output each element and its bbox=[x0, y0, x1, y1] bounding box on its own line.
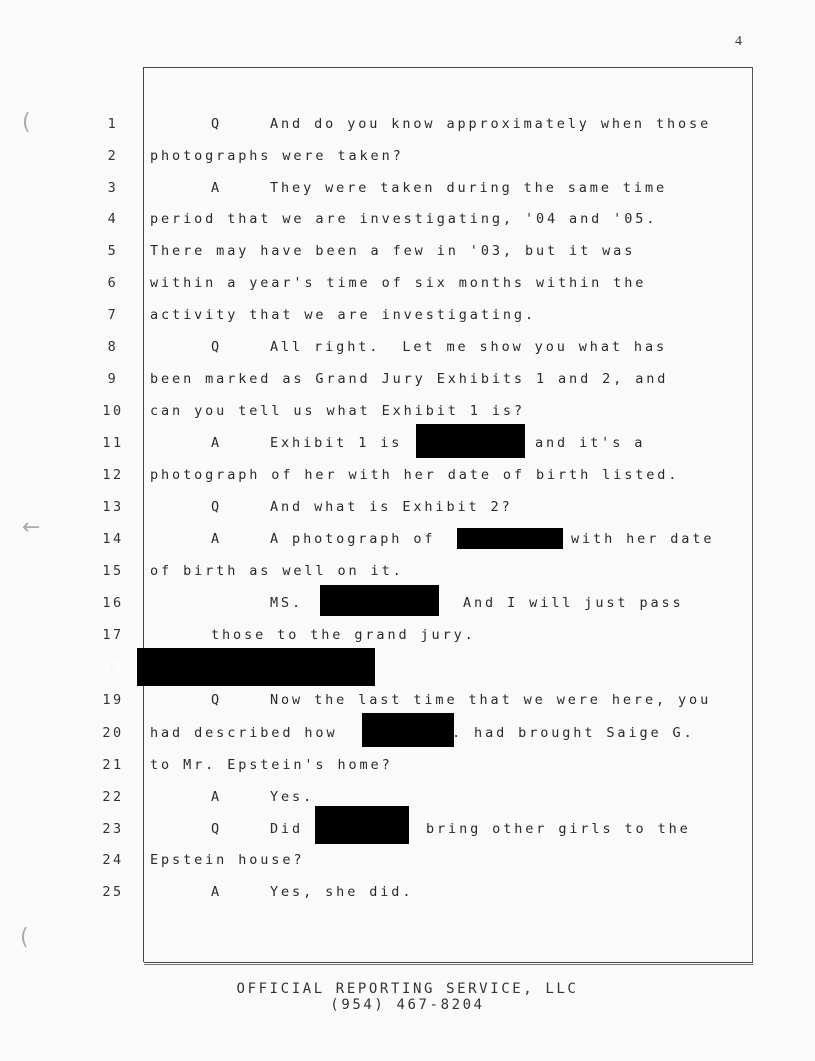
transcript-line bbox=[0, 305, 815, 337]
transcript-line bbox=[0, 465, 815, 497]
speaker-label: A bbox=[211, 531, 223, 547]
line-number: 25 bbox=[102, 884, 124, 900]
line-text: And what is Exhibit 2? bbox=[270, 499, 513, 515]
scan-margin-arrow: ← bbox=[22, 515, 41, 540]
speaker-label: A bbox=[211, 789, 223, 805]
page-number: 4 bbox=[735, 34, 742, 49]
line-number: 7 bbox=[107, 307, 119, 323]
line-number: 15 bbox=[102, 563, 124, 579]
transcript-line bbox=[0, 625, 815, 657]
line-text: photograph of her with her date of birth listed. bbox=[150, 467, 680, 483]
redaction-box bbox=[320, 585, 439, 616]
line-text: activity that we are investigating. bbox=[150, 307, 536, 323]
transcript-line bbox=[0, 273, 815, 305]
line-number: 5 bbox=[107, 243, 119, 259]
transcript-line bbox=[0, 401, 815, 433]
line-text: A photograph of bbox=[270, 531, 436, 547]
line-text: had described how bbox=[150, 725, 338, 741]
line-number: 4 bbox=[107, 211, 119, 227]
line-text: There may have been a few in '03, but it was bbox=[150, 243, 636, 259]
transcript-line bbox=[0, 337, 815, 369]
transcript-line bbox=[0, 723, 815, 755]
line-text: photographs were taken? bbox=[150, 148, 404, 164]
transcript-line bbox=[0, 433, 815, 465]
footer-company-name: OFFICIAL REPORTING SERVICE, LLC bbox=[236, 981, 579, 997]
line-number: 20 bbox=[102, 725, 124, 741]
line-text: . had brought Saige G. bbox=[452, 725, 695, 741]
line-number: 12 bbox=[102, 467, 124, 483]
line-text: within a year's time of six months within the bbox=[150, 275, 647, 291]
speaker-label: Q bbox=[211, 116, 223, 132]
scan-margin-mark: ( bbox=[22, 110, 31, 135]
line-text: Yes. bbox=[270, 789, 315, 805]
speaker-label: Q bbox=[211, 821, 223, 837]
line-number: 16 bbox=[102, 595, 124, 611]
line-number: 11 bbox=[102, 435, 124, 451]
speaker-label: A bbox=[211, 435, 223, 451]
redaction-box bbox=[457, 528, 563, 549]
transcript-line bbox=[0, 850, 815, 882]
line-text: of birth as well on it. bbox=[150, 563, 404, 579]
transcript-line bbox=[0, 497, 815, 529]
speaker-label: Q bbox=[211, 499, 223, 515]
speaker-label: A bbox=[211, 180, 223, 196]
line-number: 8 bbox=[107, 339, 119, 355]
redaction-box bbox=[362, 713, 454, 747]
line-number: 22 bbox=[102, 789, 124, 805]
transcript-frame-top-rule bbox=[144, 67, 752, 68]
line-text: and it's a bbox=[535, 435, 646, 451]
line-text: And I will just pass bbox=[463, 595, 684, 611]
line-number: 19 bbox=[102, 692, 124, 708]
line-number: 13 bbox=[102, 499, 124, 515]
line-number: 6 bbox=[107, 275, 119, 291]
line-number: 2 bbox=[107, 148, 119, 164]
transcript-line bbox=[0, 146, 815, 178]
transcript-line bbox=[0, 819, 815, 851]
line-number: 14 bbox=[102, 531, 124, 547]
transcript-line bbox=[0, 241, 815, 273]
line-number: 23 bbox=[102, 821, 124, 837]
line-text: bring other girls to the bbox=[426, 821, 691, 837]
transcript-line bbox=[0, 882, 815, 914]
transcript-line bbox=[0, 114, 815, 146]
line-text: Exhibit 1 is bbox=[270, 435, 403, 451]
transcript-frame-bottom-rule bbox=[144, 962, 753, 963]
transcript-line bbox=[0, 529, 815, 561]
transcript-line bbox=[0, 209, 815, 241]
footer-phone-number: (954) 467-8204 bbox=[330, 997, 485, 1013]
line-text: Epstein house? bbox=[150, 852, 305, 868]
line-number: 17 bbox=[102, 627, 124, 643]
line-text: And do you know approximately when those bbox=[270, 116, 712, 132]
line-text: They were taken during the same time bbox=[270, 180, 667, 196]
transcript-line bbox=[0, 369, 815, 401]
line-number: 18 bbox=[102, 659, 124, 675]
line-number: 1 bbox=[107, 116, 119, 132]
redaction-box bbox=[137, 648, 375, 686]
line-number: 10 bbox=[102, 403, 124, 419]
line-text: MS. bbox=[270, 595, 304, 611]
line-text: Now the last time that we were here, you bbox=[270, 692, 712, 708]
line-text: to Mr. Epstein's home? bbox=[150, 757, 393, 773]
transcript-line bbox=[0, 657, 815, 689]
scan-margin-mark: ( bbox=[20, 925, 29, 950]
line-text: can you tell us what Exhibit 1 is? bbox=[150, 403, 525, 419]
line-number: 3 bbox=[107, 180, 119, 196]
speaker-label: A bbox=[211, 884, 223, 900]
line-text: those to the grand jury. bbox=[211, 627, 476, 643]
line-text: period that we are investigating, '04 and '05. bbox=[150, 211, 658, 227]
line-number: 21 bbox=[102, 757, 124, 773]
line-text: All right. Let me show you what has bbox=[270, 339, 667, 355]
transcript-line bbox=[0, 178, 815, 210]
redaction-box bbox=[315, 806, 409, 844]
transcript-line bbox=[0, 593, 815, 625]
redaction-box bbox=[416, 424, 525, 458]
line-number: 24 bbox=[102, 852, 124, 868]
line-text: been marked as Grand Jury Exhibits 1 and 2, and bbox=[150, 371, 669, 387]
speaker-label: Q bbox=[211, 692, 223, 708]
line-text: Did bbox=[270, 821, 304, 837]
line-text: Yes, she did. bbox=[270, 884, 414, 900]
line-text: with her date bbox=[571, 531, 715, 547]
speaker-label: Q bbox=[211, 339, 223, 355]
line-number: 9 bbox=[107, 371, 119, 387]
transcript-line bbox=[0, 755, 815, 787]
